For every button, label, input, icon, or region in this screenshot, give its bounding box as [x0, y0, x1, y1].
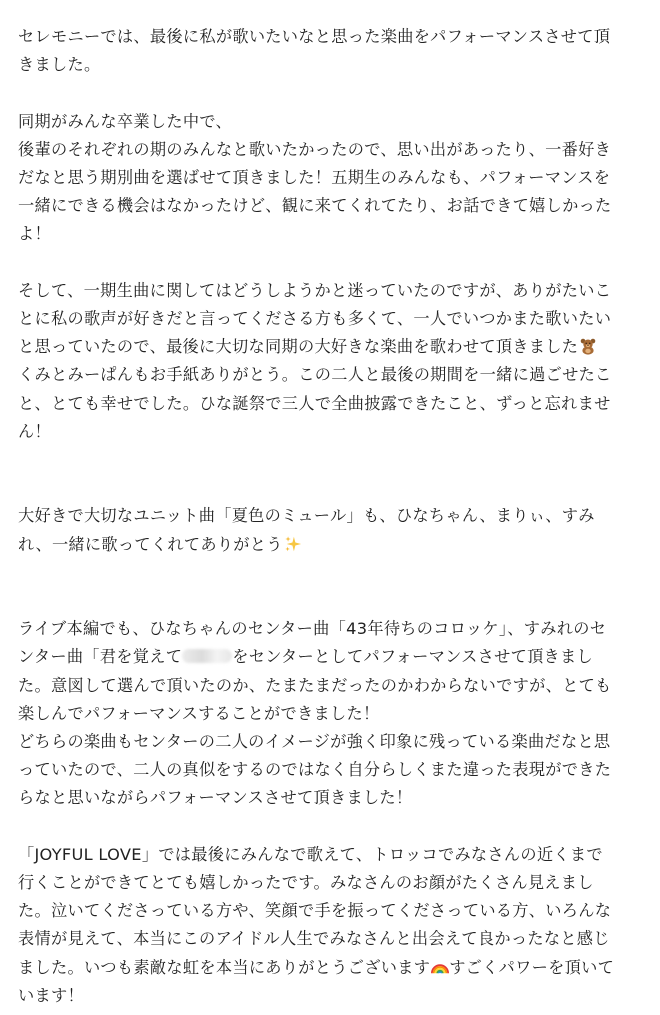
text-line-with-emoji [18, 333, 642, 361]
text-line: らなと思いながらパフォーマンスさせて頂きました！ [18, 788, 413, 808]
text-line: と、とても幸せでした。ひな誕祭で三人で全曲披露できたこと、ずっと忘れませ [18, 393, 611, 413]
text-line-with-redaction [18, 643, 642, 671]
text-line: どちらの楽曲もセンターの二人のイメージが強く印象に残っている楽曲だなと思 [18, 732, 611, 752]
text-line: っていたので、二人の真似をするのではなく自分らしくまた違った表現ができた [18, 760, 612, 780]
teddy-bear-icon [579, 337, 597, 355]
text-segment: れ、一緒に歌ってくれてありがとう [18, 534, 283, 554]
text-line-with-emoji [18, 954, 642, 982]
paragraph-spacer [18, 813, 642, 841]
text-segment: すごくパワーを頂いて [449, 957, 615, 977]
text-line: た。意図して選んで頂いたのか、たまたまだったのかわからないですが、とても [18, 675, 612, 695]
text-line: 行くことができてとても嬉しかったです。みなさんのお顔がたくさん見えまし [18, 873, 594, 893]
text-line: だなと思う期別曲を選ばせて頂きました！五期生のみんなも、パフォーマンスを [18, 168, 611, 187]
paragraph-spacer [18, 79, 642, 107]
text-line: います！ [18, 985, 84, 1005]
text-line: 一緒にできる機会はなかったけど、観に来てくれてたり、お話できて嬉しかった [18, 196, 612, 216]
text-line: そして、一期生曲に関してはどうしようかと迷っていたのですが、ありがたいこ [18, 280, 612, 300]
paragraph-spacer [18, 249, 642, 277]
text-segment: ンター曲「君を覚えて [18, 647, 183, 667]
paragraph-spacer [18, 559, 642, 615]
text-line: 楽しんでパフォーマンスすることができました！ [18, 703, 380, 723]
text-line: きました。 [18, 55, 101, 75]
text-line: とに私の歌声が好きだと言ってくださる方も多くて、一人でいつかまた歌いたい [18, 309, 612, 328]
text-segment: をセンターとしてパフォーマンスさせて頂きまし [232, 647, 594, 667]
text-line: くみとみーぱんもお手紙ありがとう。この二人と最後の期間を一緒に過ごせたこ [18, 365, 612, 385]
blurred-redaction [182, 649, 232, 663]
text-line: セレモニーでは、最後に私が歌いたいなと思った楽曲をパフォーマンスさせて頂 [18, 27, 611, 46]
paragraph-spacer [18, 446, 642, 502]
text-line: ライブ本編でも、ひなちゃんのセンター曲「43年待ちのコロッケ」、すみれのセ [18, 619, 607, 639]
text-segment: ました。いつも素敵な虹を本当にありがとうございます [18, 957, 431, 977]
sparkles-icon [284, 535, 302, 553]
text-line: た。泣いてくださっている方や、笑顔で手を振ってくださっている方、いろんな [18, 901, 612, 921]
text-line: よ！ [18, 224, 51, 244]
text-line: 大好きで大切なユニット曲「夏色のミュール」も、ひなちゃん、まりぃ、すみ [18, 506, 595, 526]
text-segment: と思っていたので、最後に大切な同期の大好きな楽曲を歌わせて頂きました [18, 337, 579, 357]
text-line-with-emoji [18, 531, 642, 559]
text-line: 表情が見えて、本当にこのアイドル人生でみなさんと出会えて良かったなと感じ [18, 929, 610, 949]
text-line: 同期がみんな卒業した中で、 [18, 111, 233, 131]
text-line: 後輩のそれぞれの期のみんなと歌いたかったので、思い出があったり、一番好き [18, 139, 612, 159]
text-line: 「JOYFUL LOVE」では最後にみんなで歌えて、トロッコでみなさんの近くまで [18, 844, 603, 864]
rainbow-icon [431, 958, 449, 976]
text-line: ん！ [18, 421, 51, 441]
